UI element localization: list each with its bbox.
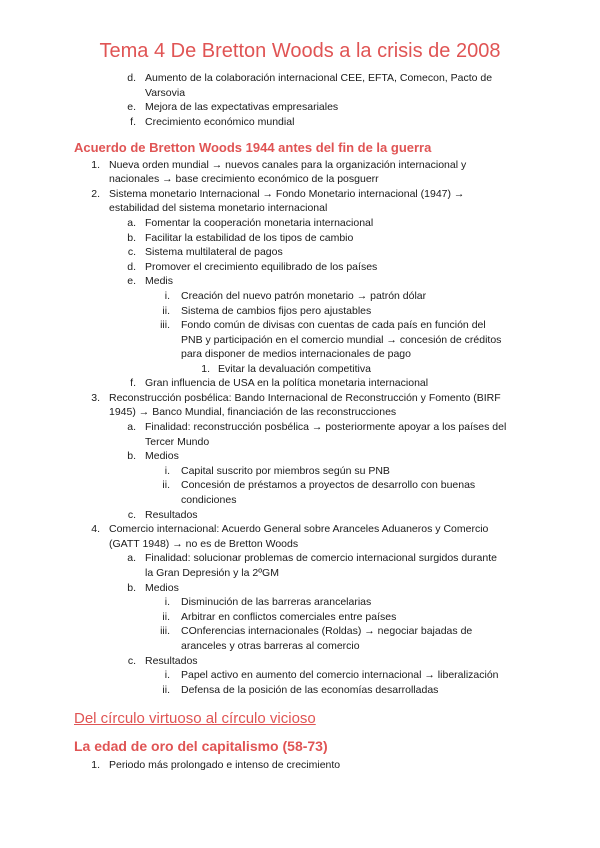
list-text: Aumento de la colaboración internacional CEE, EFTA, Comecon, Pacto de	[145, 72, 493, 84]
list-marker: a.	[127, 552, 136, 564]
list-text: Medios	[145, 450, 179, 462]
list-marker: a.	[127, 217, 136, 229]
list-marker: c.	[127, 655, 136, 667]
page-title: Tema 4 De Bretton Woods a la crisis de 2008	[99, 40, 501, 62]
list-marker: c.	[127, 509, 136, 521]
list-marker: i.	[164, 290, 170, 302]
list-text: Sistema monetario Internacional → Fondo Monetario internacional (1947) →	[109, 188, 465, 200]
list-text: Sistema multilateral de pagos	[145, 246, 283, 258]
list-marker: b.	[127, 450, 136, 462]
list-marker: 1.	[91, 759, 100, 771]
list-text: Medios	[145, 582, 179, 594]
list-text: aranceles y otras barreras al comercio	[181, 640, 360, 652]
list-text: Concesión de préstamos a proyectos de desarrollo con buenas	[181, 479, 476, 491]
list-text: Arbitrar en conflictos comerciales entre países	[181, 611, 397, 623]
list-marker: 4.	[91, 523, 100, 535]
list-marker: a.	[127, 421, 136, 433]
list-text: Finalidad: solucionar problemas de comercio internacional surgidos durante	[145, 552, 497, 564]
list-text: estabilidad del sistema monetario internacional	[109, 202, 328, 214]
list-marker: iii.	[160, 625, 170, 637]
list-marker: 2.	[91, 188, 100, 200]
list-marker: ii.	[162, 611, 170, 623]
list-marker: d.	[127, 72, 136, 84]
list-marker: 1.	[91, 159, 100, 171]
list-text: Facilitar la estabilidad de los tipos de cambio	[145, 232, 354, 244]
list-marker: c.	[127, 246, 136, 258]
list-text: Tercer Mundo	[145, 436, 210, 448]
list-text: Sistema de cambios fijos pero ajustables	[181, 305, 372, 317]
list-text: Promover el crecimiento equilibrado de los países	[145, 261, 378, 273]
list-text: PNB y participación en el comercio mundial → concesión de créditos	[181, 334, 502, 346]
list-text: Evitar la devaluación competitiva	[218, 363, 371, 375]
list-marker: 1.	[201, 363, 210, 375]
list-text: nacionales → base crecimiento económico de la posguerr	[109, 173, 379, 185]
list-marker: f.	[130, 116, 136, 128]
list-marker: e.	[127, 101, 136, 113]
list-marker: b.	[127, 582, 136, 594]
list-text: (GATT 1948) → no es de Bretton Woods	[109, 538, 299, 550]
list-text: Defensa de la posición de las economías desarrolladas	[181, 684, 439, 696]
list-marker: e.	[127, 275, 136, 287]
list-text: Finalidad: reconstrucción posbélica → posteriormente apoyar a los países del	[145, 421, 507, 433]
list-marker: ii.	[162, 479, 170, 491]
list-text: la Gran Depresión y la 2ºGM	[145, 567, 279, 579]
list-text: Fomentar la cooperación monetaria internacional	[145, 217, 374, 229]
subsection-heading: La edad de oro del capitalismo (58-73)	[74, 738, 328, 754]
list-marker: i.	[164, 596, 170, 608]
list-marker: iii.	[160, 319, 170, 331]
list-text: Resultados	[145, 509, 198, 521]
list-marker: i.	[164, 669, 170, 681]
list-marker: f.	[130, 377, 136, 389]
list-text: Resultados	[145, 655, 198, 667]
section-heading: Acuerdo de Bretton Woods 1944 antes del fin de la guerra	[74, 140, 432, 155]
list-text: Gran influencia de USA en la política monetaria internacional	[145, 377, 429, 389]
list-text: para disponer de medios internacionales de pago	[181, 348, 411, 360]
list-text: Creación del nuevo patrón monetario → patrón dólar	[181, 290, 427, 302]
list-text: Medis	[145, 275, 174, 287]
list-text: Disminución de las barreras arancelarias	[181, 596, 372, 608]
list-marker: b.	[127, 232, 136, 244]
list-text: 1945) → Banco Mundial, financiación de las reconstrucciones	[109, 406, 397, 418]
list-marker: d.	[127, 261, 136, 273]
list-text: Periodo más prolongado e intenso de crecimiento	[109, 759, 341, 771]
list-marker: ii.	[162, 305, 170, 317]
list-text: Comercio internacional: Acuerdo General sobre Aranceles Aduaneros y Comercio	[109, 523, 489, 535]
list-marker: 3.	[91, 392, 100, 404]
list-text: condiciones	[181, 494, 237, 506]
list-text: Fondo común de divisas con cuentas de cada país en función del	[181, 319, 486, 331]
list-text: Capital suscrito por miembros según su PNB	[181, 465, 390, 477]
list-text: Nueva orden mundial → nuevos canales para la organización internacional y	[109, 159, 467, 171]
section-heading: Del círculo virtuoso al círculo vicioso	[74, 710, 316, 727]
list-text: COnferencias internacionales (Roldas) → negociar bajadas de	[181, 625, 473, 637]
list-marker: i.	[164, 465, 170, 477]
list-text: Mejora de las expectativas empresariales	[145, 101, 339, 113]
list-text: Varsovia	[145, 87, 186, 99]
list-text: Crecimiento económico mundial	[145, 116, 295, 128]
list-text: Reconstrucción posbélica: Bando Internacional de Reconstrucción y Fomento (BIRF	[109, 392, 501, 404]
list-text: Papel activo en aumento del comercio internacional → liberalización	[181, 669, 499, 681]
list-marker: ii.	[162, 684, 170, 696]
